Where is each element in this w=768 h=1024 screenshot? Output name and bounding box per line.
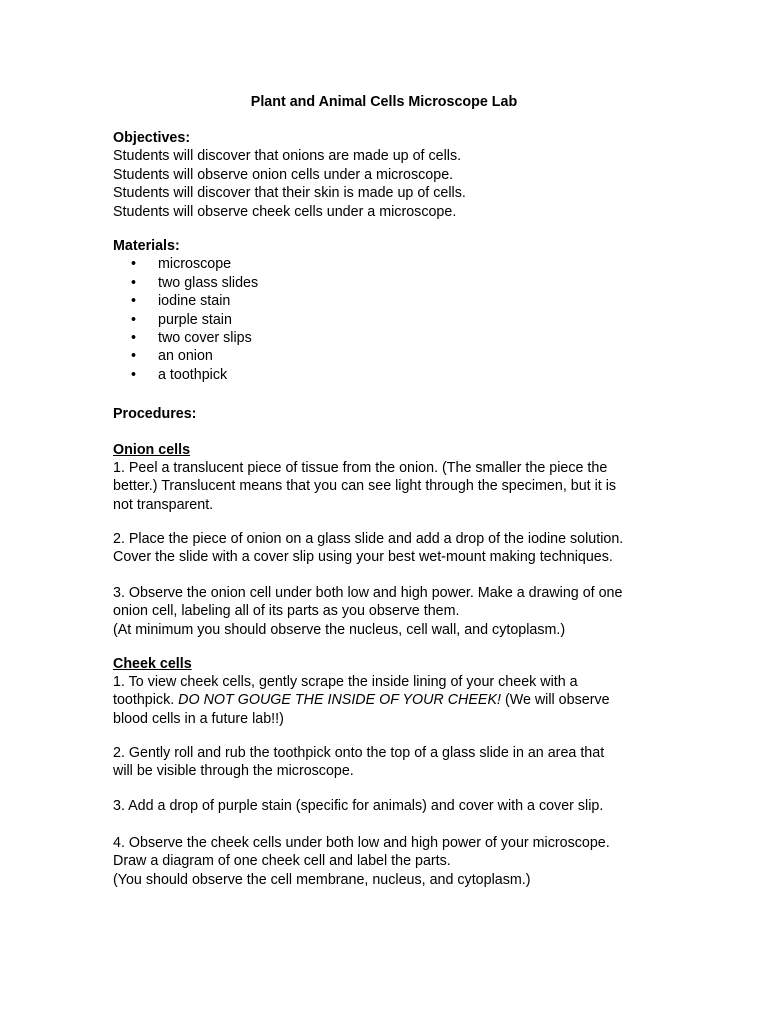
list-item xyxy=(113,311,673,329)
material-label: an onion xyxy=(158,348,213,365)
step-line: not transparent. xyxy=(113,496,214,513)
bullet-icon: • xyxy=(131,348,137,365)
list-item xyxy=(113,329,673,347)
materials-list xyxy=(113,255,673,384)
step-line: 2. Gently roll and rub the toothpick onto the top of a glass slide in an area that xyxy=(113,745,605,761)
bullet-icon: • xyxy=(131,366,137,383)
list-item xyxy=(113,274,673,292)
list-item xyxy=(113,366,673,384)
objective-item: Students will discover that their skin is made up of cells. xyxy=(113,185,466,202)
objective-item: Students will observe cheek cells under a microscope. xyxy=(113,203,457,220)
objectives-section xyxy=(113,129,673,221)
onion-step-3 xyxy=(113,584,673,639)
bullet-icon: • xyxy=(131,330,137,347)
objective-item: Students will observe onion cells under a microscope. xyxy=(113,166,454,183)
material-label: a toothpick xyxy=(158,366,228,383)
step-line: 3. Observe the onion cell under both low and high power. Make a drawing of one xyxy=(113,585,623,601)
step-line: Cover the slide with a cover slip using your best wet-mount making techniques. xyxy=(113,549,613,566)
procedures-heading: Procedures: xyxy=(113,406,197,422)
step-line: 2. Place the piece of onion on a glass slide and add a drop of the iodine solution. xyxy=(113,531,624,547)
bullet-icon: • xyxy=(131,274,137,291)
step-text: (We will observe xyxy=(500,692,610,709)
bullet-icon: • xyxy=(131,256,137,273)
material-label: microscope xyxy=(158,256,232,273)
list-item xyxy=(113,292,673,310)
cheek-step-1 xyxy=(113,673,673,728)
step-line: 1. Peel a translucent piece of tissue from the onion. (The smaller the piece the xyxy=(113,460,608,476)
step-line: (At minimum you should observe the nucleus, cell wall, and cytoplasm.) xyxy=(113,621,566,638)
onion-cells-heading: Onion cells xyxy=(113,442,191,458)
list-item xyxy=(113,347,673,365)
material-label: purple stain xyxy=(158,311,232,328)
step-line: 1. To view cheek cells, gently scrape the inside lining of your cheek with a xyxy=(113,674,578,690)
material-label: two cover slips xyxy=(158,330,252,347)
material-label: two glass slides xyxy=(158,274,259,291)
materials-section xyxy=(113,237,673,384)
materials-heading: Materials: xyxy=(113,238,180,254)
step-line: blood cells in a future lab!!) xyxy=(113,710,284,727)
step-line: 4. Observe the cheek cells under both low and high power of your microscope. xyxy=(113,835,610,851)
step-line: onion cell, labeling all of its parts as you observe them. xyxy=(113,603,460,620)
onion-step-1 xyxy=(113,459,673,514)
step-line xyxy=(113,691,673,709)
step-line: (You should observe the cell membrane, nucleus, and cytoplasm.) xyxy=(113,871,531,888)
bullet-icon: • xyxy=(131,293,137,310)
cheek-step-3 xyxy=(113,797,673,815)
step-line: better.) Translucent means that you can see light through the specimen, but it is xyxy=(113,478,617,495)
list-item xyxy=(113,255,673,273)
cheek-step-4 xyxy=(113,834,673,889)
step-text: toothpick. xyxy=(113,692,179,709)
objective-item: Students will discover that onions are made up of cells. xyxy=(113,148,462,165)
page-title: Plant and Animal Cells Microscope Lab xyxy=(250,94,518,110)
step-line: 3. Add a drop of purple stain (specific for animals) and cover with a cover slip. xyxy=(113,798,604,814)
material-label: iodine stain xyxy=(158,293,231,310)
objectives-heading: Objectives: xyxy=(113,130,191,146)
step-line: will be visible through the microscope. xyxy=(113,763,354,780)
step-line: Draw a diagram of one cheek cell and label the parts. xyxy=(113,853,451,870)
cheek-step-2 xyxy=(113,744,673,781)
cheek-cells-heading: Cheek cells xyxy=(113,656,192,672)
onion-step-2 xyxy=(113,530,673,567)
bullet-icon: • xyxy=(131,311,137,328)
warning-text: DO NOT GOUGE THE INSIDE OF YOUR CHEEK! xyxy=(178,692,501,709)
